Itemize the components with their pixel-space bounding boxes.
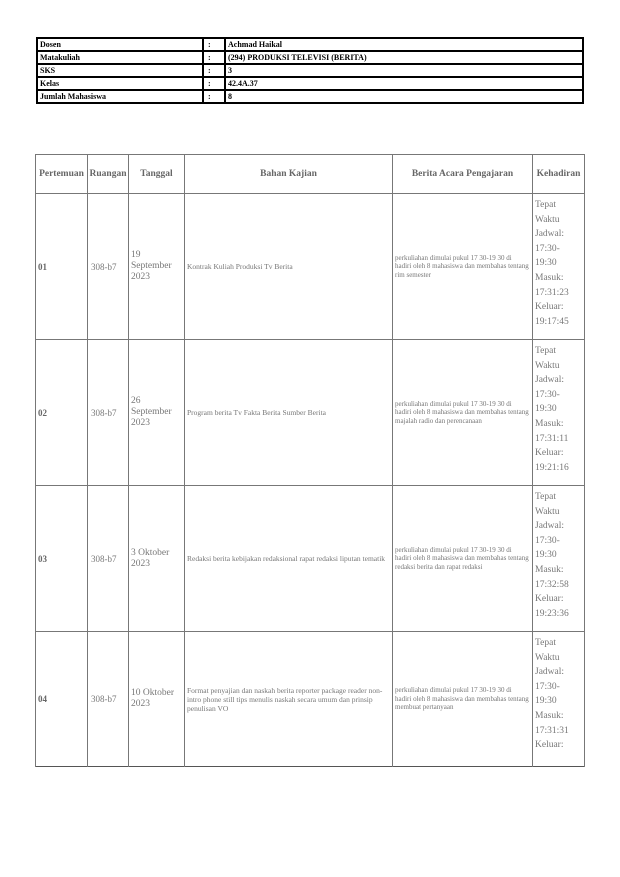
info-row <box>37 90 583 103</box>
info-label: Matakuliah <box>37 51 203 64</box>
kehadiran-line: 19:30 <box>535 404 557 415</box>
cell-tanggal: 26 September 2023 <box>129 340 185 486</box>
cell-bahan-kajian: Redaksi berita kebijakan redaksional rapat redaksi liputan tematik <box>185 486 393 632</box>
kehadiran-line: Jadwal: <box>535 521 565 532</box>
info-row <box>37 77 583 90</box>
kehadiran-line: Tepat <box>535 638 556 648</box>
kehadiran-line: 19:23:36 <box>535 608 569 619</box>
kehadiran-line: Jadwal: <box>535 375 565 386</box>
cell-tanggal: 19 September 2023 <box>129 194 185 340</box>
schedule-header-row <box>36 155 585 194</box>
kehadiran-line: 17:31:31 <box>535 725 569 736</box>
schedule-table <box>35 154 585 767</box>
kehadiran-line: Tepat <box>535 200 556 210</box>
kehadiran-line: 17:30- <box>535 535 560 546</box>
info-value: Achmad Haikal <box>225 38 583 51</box>
kehadiran-line: 17:30- <box>535 243 560 254</box>
cell-bahan-kajian: Program berita Tv Fakta Berita Sumber Berita <box>185 340 393 486</box>
kehadiran-line: Masuk: <box>535 564 564 575</box>
kehadiran-line: Waktu <box>535 214 560 225</box>
kehadiran-line: Masuk: <box>535 418 564 429</box>
info-label: Dosen <box>37 38 203 51</box>
cell-kehadiran <box>533 194 585 340</box>
kehadiran-line: Waktu <box>535 506 560 517</box>
kehadiran-line: Tepat <box>535 346 556 356</box>
kehadiran-line: 19:30 <box>535 550 557 561</box>
cell-pertemuan: 01 <box>36 194 88 340</box>
table-row <box>36 486 585 632</box>
cell-berita-acara: perkuliahan dimulai pukul 17 30-19 30 di hadiri oleh 8 mahasiswa dan membahas tentang majalah radio dan perencanaan <box>393 340 533 486</box>
kehadiran-line: 17:31:11 <box>535 433 569 444</box>
header-ruangan: Ruangan <box>88 155 129 194</box>
info-separator: : <box>203 38 225 51</box>
info-value: 3 <box>225 64 583 77</box>
header-tanggal: Tanggal <box>129 155 185 194</box>
info-row <box>37 38 583 51</box>
course-info-table <box>36 37 584 104</box>
cell-bahan-kajian: Format penyajian dan naskah berita reporter package reader non-intro phone still tips menulis naskah secara umum dan prinsip penulisan VO <box>185 632 393 767</box>
header-pertemuan: Pertemuan <box>36 155 88 194</box>
cell-tanggal: 10 Oktober 2023 <box>129 632 185 767</box>
cell-berita-acara: perkuliahan dimulai pukul 17 30-19 30 di hadiri oleh 8 mahasiswa dan membahas tentang rim semester <box>393 194 533 340</box>
info-separator: : <box>203 51 225 64</box>
cell-kehadiran <box>533 486 585 632</box>
kehadiran-line: Keluar: <box>535 448 564 459</box>
info-row <box>37 64 583 77</box>
header-berita-acara: Berita Acara Pengajaran <box>393 155 533 194</box>
info-separator: : <box>203 90 225 103</box>
cell-pertemuan: 03 <box>36 486 88 632</box>
info-value: (294) PRODUKSI TELEVISI (BERITA) <box>225 51 583 64</box>
kehadiran-line: 17:30- <box>535 389 560 400</box>
header-kehadiran: Kehadiran <box>533 155 585 194</box>
cell-tanggal: 3 Oktober 2023 <box>129 486 185 632</box>
table-row <box>36 632 585 767</box>
kehadiran-line: 17:32:58 <box>535 579 569 590</box>
cell-berita-acara: perkuliahan dimulai pukul 17 30-19 30 di hadiri oleh 8 mahasiswa dan membahas tentang membuat pertanyaan <box>393 632 533 767</box>
info-label: Jumlah Mahasiswa <box>37 90 203 103</box>
cell-bahan-kajian: Kontrak Kuliah Produksi Tv Berita <box>185 194 393 340</box>
kehadiran-line: 17:31:23 <box>535 287 569 298</box>
table-row <box>36 194 585 340</box>
table-row <box>36 340 585 486</box>
info-label: Kelas <box>37 77 203 90</box>
header-bahan-kajian: Bahan Kajian <box>185 155 393 194</box>
kehadiran-line: 17:30- <box>535 681 560 692</box>
cell-ruangan: 308-b7 <box>88 194 129 340</box>
kehadiran-line: Masuk: <box>535 272 564 283</box>
kehadiran-line: Tepat <box>535 492 556 502</box>
kehadiran-line: 19:17:45 <box>535 316 569 327</box>
info-value: 8 <box>225 90 583 103</box>
kehadiran-line: Keluar: <box>535 740 564 751</box>
cell-kehadiran <box>533 340 585 486</box>
kehadiran-line: Jadwal: <box>535 229 565 240</box>
kehadiran-line: Keluar: <box>535 594 564 605</box>
cell-berita-acara: perkuliahan dimulai pukul 17 30-19 30 di hadiri oleh 8 mahasiswa dan membahas tentang redaksi berita dan rapat redaksi <box>393 486 533 632</box>
info-separator: : <box>203 77 225 90</box>
cell-pertemuan: 04 <box>36 632 88 767</box>
info-row <box>37 51 583 64</box>
cell-pertemuan: 02 <box>36 340 88 486</box>
kehadiran-line: Keluar: <box>535 302 564 313</box>
kehadiran-line: Waktu <box>535 360 560 371</box>
cell-ruangan: 308-b7 <box>88 340 129 486</box>
cell-ruangan: 308-b7 <box>88 632 129 767</box>
info-separator: : <box>203 64 225 77</box>
info-value: 42.4A.37 <box>225 77 583 90</box>
cell-ruangan: 308-b7 <box>88 486 129 632</box>
kehadiran-line: 19:30 <box>535 696 557 707</box>
kehadiran-line: 19:21:16 <box>535 462 569 473</box>
kehadiran-line: Jadwal: <box>535 667 565 678</box>
info-label: SKS <box>37 64 203 77</box>
cell-kehadiran <box>533 632 585 767</box>
kehadiran-line: Masuk: <box>535 710 564 721</box>
kehadiran-line: 19:30 <box>535 258 557 269</box>
kehadiran-line: Waktu <box>535 652 560 663</box>
